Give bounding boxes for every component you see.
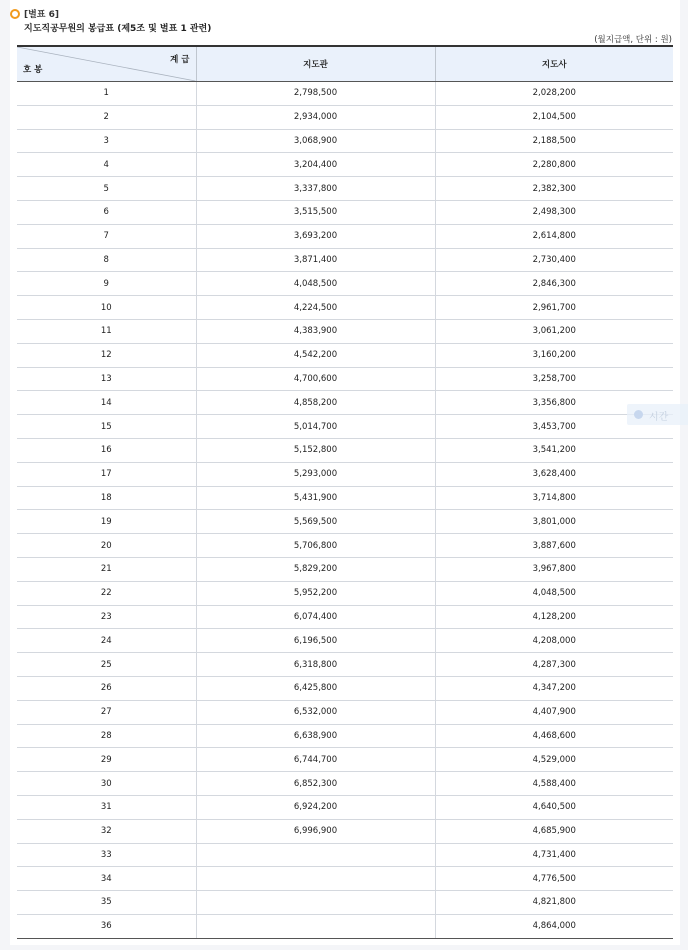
jidogwan-salary-cell	[196, 914, 435, 938]
column-header-jidogwan: 지도관	[196, 46, 435, 82]
step-cell: 34	[17, 867, 196, 891]
step-cell: 14	[17, 391, 196, 415]
jidogwan-salary-cell: 6,638,900	[196, 724, 435, 748]
step-cell: 29	[17, 748, 196, 772]
step-cell: 5	[17, 177, 196, 201]
table-row	[17, 629, 673, 653]
table-row	[17, 224, 673, 248]
jidogwan-salary-cell: 5,952,200	[196, 581, 435, 605]
step-cell: 21	[17, 557, 196, 581]
jidogwan-salary-cell: 5,829,200	[196, 557, 435, 581]
jidogwan-salary-cell: 3,515,500	[196, 200, 435, 224]
floating-time-button[interactable]	[627, 404, 688, 425]
step-cell: 18	[17, 486, 196, 510]
jidosa-salary-cell: 4,347,200	[435, 676, 673, 700]
jidosa-salary-cell: 2,188,500	[435, 129, 673, 153]
jidosa-salary-cell: 3,887,600	[435, 534, 673, 558]
jidogwan-salary-cell: 2,934,000	[196, 105, 435, 129]
table-row	[17, 462, 673, 486]
table-row	[17, 653, 673, 677]
jidosa-salary-cell: 2,028,200	[435, 82, 673, 106]
jidosa-salary-cell: 4,529,000	[435, 748, 673, 772]
jidogwan-salary-cell: 3,693,200	[196, 224, 435, 248]
jidogwan-salary-cell	[196, 843, 435, 867]
table-row	[17, 438, 673, 462]
jidosa-salary-cell: 4,407,900	[435, 700, 673, 724]
table-row	[17, 700, 673, 724]
table-row	[17, 105, 673, 129]
step-cell: 15	[17, 415, 196, 439]
table-body	[17, 82, 673, 939]
table-row	[17, 129, 673, 153]
table-title: 지도직공무원의 봉급표 (제5조 및 별표 1 관련)	[24, 24, 212, 34]
step-cell: 36	[17, 914, 196, 938]
jidosa-salary-cell: 2,614,800	[435, 224, 673, 248]
table-row	[17, 510, 673, 534]
jidogwan-salary-cell: 5,569,500	[196, 510, 435, 534]
jidogwan-salary-cell: 4,383,900	[196, 319, 435, 343]
jidosa-salary-cell: 3,453,700	[435, 415, 673, 439]
jidogwan-salary-cell: 4,048,500	[196, 272, 435, 296]
jidogwan-salary-cell: 2,798,500	[196, 82, 435, 106]
jidosa-salary-cell: 4,588,400	[435, 772, 673, 796]
table-row	[17, 891, 673, 915]
table-row	[17, 486, 673, 510]
jidosa-salary-cell: 4,731,400	[435, 843, 673, 867]
step-cell: 1	[17, 82, 196, 106]
step-cell: 31	[17, 795, 196, 819]
jidosa-salary-cell: 2,961,700	[435, 296, 673, 320]
jidosa-salary-cell: 3,628,400	[435, 462, 673, 486]
table-row	[17, 772, 673, 796]
step-cell: 17	[17, 462, 196, 486]
step-cell: 10	[17, 296, 196, 320]
appendix-label: [별표 6]	[24, 10, 60, 20]
jidosa-salary-cell: 3,801,000	[435, 510, 673, 534]
jidogwan-salary-cell: 4,700,600	[196, 367, 435, 391]
step-cell: 23	[17, 605, 196, 629]
jidosa-salary-cell: 4,821,800	[435, 891, 673, 915]
step-cell: 12	[17, 343, 196, 367]
jidogwan-salary-cell: 6,425,800	[196, 676, 435, 700]
jidosa-salary-cell: 2,498,300	[435, 200, 673, 224]
table-row	[17, 248, 673, 272]
jidogwan-salary-cell: 4,542,200	[196, 343, 435, 367]
table-row	[17, 343, 673, 367]
table-row	[17, 177, 673, 201]
table-row	[17, 367, 673, 391]
step-cell: 20	[17, 534, 196, 558]
step-cell: 24	[17, 629, 196, 653]
jidosa-salary-cell: 3,714,800	[435, 486, 673, 510]
jidogwan-salary-cell: 6,318,800	[196, 653, 435, 677]
jidosa-salary-cell: 3,967,800	[435, 557, 673, 581]
table-row	[17, 82, 673, 106]
jidosa-salary-cell: 3,061,200	[435, 319, 673, 343]
jidogwan-salary-cell: 6,852,300	[196, 772, 435, 796]
jidogwan-salary-cell: 5,152,800	[196, 438, 435, 462]
step-cell: 16	[17, 438, 196, 462]
table-row	[17, 819, 673, 843]
table-row	[17, 534, 673, 558]
jidogwan-salary-cell: 6,074,400	[196, 605, 435, 629]
table-row	[17, 795, 673, 819]
step-cell: 32	[17, 819, 196, 843]
jidosa-salary-cell: 4,468,600	[435, 724, 673, 748]
salary-table	[17, 45, 673, 939]
step-cell: 33	[17, 843, 196, 867]
column-header-jidosa: 지도사	[435, 46, 673, 82]
jidosa-salary-cell: 3,541,200	[435, 438, 673, 462]
step-cell: 28	[17, 724, 196, 748]
floating-button-label: 시간	[649, 412, 669, 423]
table-row	[17, 319, 673, 343]
table-row	[17, 843, 673, 867]
unit-note: (월지급액, 단위 : 원)	[594, 35, 672, 45]
jidosa-salary-cell: 2,104,500	[435, 105, 673, 129]
jidogwan-salary-cell: 3,871,400	[196, 248, 435, 272]
step-cell: 25	[17, 653, 196, 677]
table-row	[17, 605, 673, 629]
jidogwan-salary-cell: 5,014,700	[196, 415, 435, 439]
table-row	[17, 296, 673, 320]
step-cell: 22	[17, 581, 196, 605]
jidogwan-salary-cell: 6,996,900	[196, 819, 435, 843]
bullet-circle-icon	[10, 9, 20, 19]
jidogwan-salary-cell: 6,744,700	[196, 748, 435, 772]
jidosa-salary-cell: 4,640,500	[435, 795, 673, 819]
step-cell: 19	[17, 510, 196, 534]
jidogwan-salary-cell: 3,068,900	[196, 129, 435, 153]
step-cell: 13	[17, 367, 196, 391]
jidosa-salary-cell: 4,208,000	[435, 629, 673, 653]
jidosa-salary-cell: 2,382,300	[435, 177, 673, 201]
jidosa-salary-cell: 2,730,400	[435, 248, 673, 272]
jidosa-salary-cell: 3,258,700	[435, 367, 673, 391]
step-cell: 6	[17, 200, 196, 224]
table-row	[17, 272, 673, 296]
table-header-row	[17, 46, 673, 82]
step-cell: 8	[17, 248, 196, 272]
jidosa-salary-cell: 2,846,300	[435, 272, 673, 296]
jidosa-salary-cell: 4,864,000	[435, 914, 673, 938]
jidogwan-salary-cell: 5,431,900	[196, 486, 435, 510]
table-row	[17, 153, 673, 177]
table-row	[17, 724, 673, 748]
table-row	[17, 557, 673, 581]
jidosa-salary-cell: 4,048,500	[435, 581, 673, 605]
table-row	[17, 200, 673, 224]
table-row	[17, 676, 673, 700]
table-row	[17, 391, 673, 415]
corner-header-cell	[17, 46, 196, 82]
table-row	[17, 867, 673, 891]
table-row	[17, 914, 673, 938]
jidogwan-salary-cell: 3,204,400	[196, 153, 435, 177]
jidosa-salary-cell: 4,287,300	[435, 653, 673, 677]
header-grade-label: 계 급	[170, 55, 190, 65]
table-row	[17, 581, 673, 605]
jidosa-salary-cell: 4,128,200	[435, 605, 673, 629]
step-cell: 2	[17, 105, 196, 129]
step-cell: 3	[17, 129, 196, 153]
jidosa-salary-cell: 3,356,800	[435, 391, 673, 415]
table-row	[17, 415, 673, 439]
step-cell: 7	[17, 224, 196, 248]
header-step-label: 호 봉	[23, 65, 43, 75]
jidogwan-salary-cell: 4,858,200	[196, 391, 435, 415]
jidogwan-salary-cell: 4,224,500	[196, 296, 435, 320]
jidogwan-salary-cell	[196, 891, 435, 915]
jidosa-salary-cell: 4,685,900	[435, 819, 673, 843]
jidogwan-salary-cell: 6,532,000	[196, 700, 435, 724]
step-cell: 35	[17, 891, 196, 915]
step-cell: 4	[17, 153, 196, 177]
diagonal-divider	[17, 47, 196, 81]
jidogwan-salary-cell: 3,337,800	[196, 177, 435, 201]
jidogwan-salary-cell	[196, 867, 435, 891]
circle-icon	[634, 410, 643, 419]
step-cell: 9	[17, 272, 196, 296]
jidosa-salary-cell: 3,160,200	[435, 343, 673, 367]
table-row	[17, 748, 673, 772]
jidogwan-salary-cell: 5,293,000	[196, 462, 435, 486]
step-cell: 11	[17, 319, 196, 343]
jidosa-salary-cell: 4,776,500	[435, 867, 673, 891]
jidogwan-salary-cell: 6,924,200	[196, 795, 435, 819]
step-cell: 26	[17, 676, 196, 700]
jidogwan-salary-cell: 6,196,500	[196, 629, 435, 653]
jidogwan-salary-cell: 5,706,800	[196, 534, 435, 558]
step-cell: 27	[17, 700, 196, 724]
jidosa-salary-cell: 2,280,800	[435, 153, 673, 177]
step-cell: 30	[17, 772, 196, 796]
